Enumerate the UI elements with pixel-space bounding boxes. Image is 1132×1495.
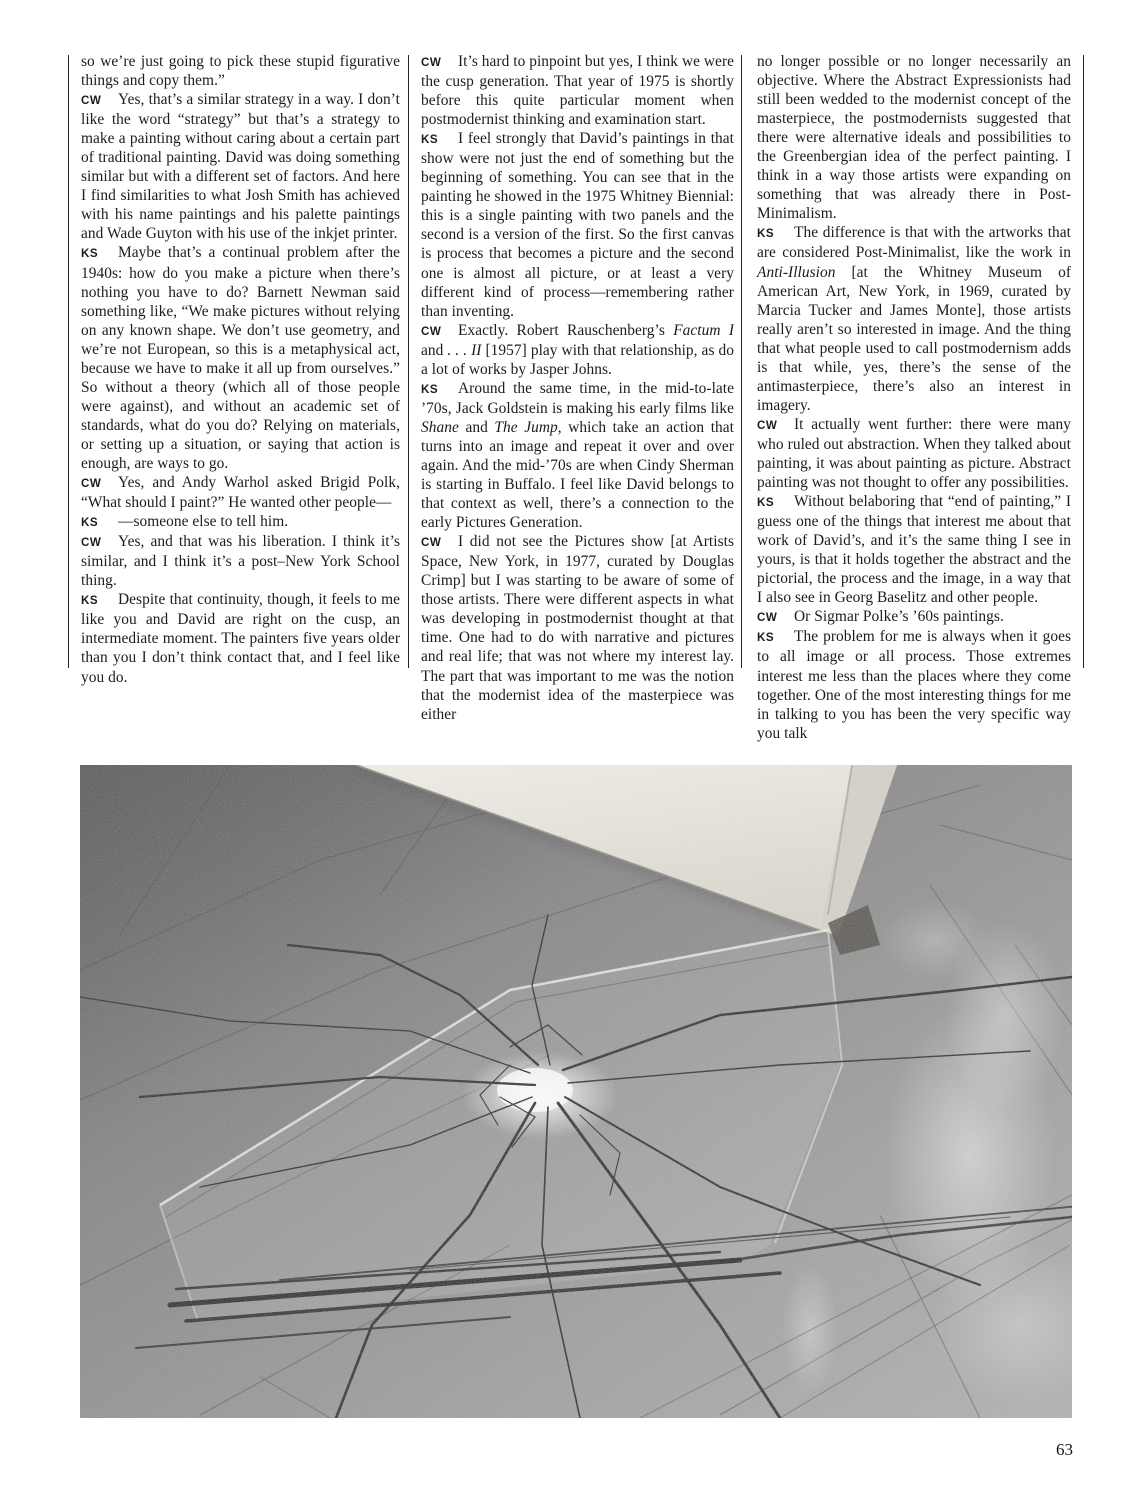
dialogue-paragraph: KS Without belaboring that “end of painting,” I guess one of the things that interest me about that work of David’s, and it’s the same thing I see in yours, is that it holds together the abstract and the pictorial, the process and the image, in a way that I also see in Georg Baselitz and other people. bbox=[757, 493, 1071, 607]
dialogue-paragraph: KS —someone else to tell him. bbox=[81, 512, 400, 532]
speaker-label: CW bbox=[757, 418, 778, 432]
dialogue-paragraph: KS The problem for me is always when it goes to all image or all process. Those extremes interest me less than the places where they come together. One of the most interesting things for me in talking to you has been the very specific way you talk bbox=[757, 628, 1071, 742]
speaker-label: KS bbox=[421, 382, 439, 396]
dialogue-paragraph: CW I did not see the Pictures show [at Artists Space, New York, in 1977, curated by Douglas Crimp] but I was starting to be aware of some of those artists. There were different aspects in what was developing in postmodernist thought at that time. One had to do with narrative and pictures and real life; that was not where my interest lay. The part that was important to me was the notion that the modernist idea of the masterpiece was either bbox=[421, 533, 734, 723]
text-column-1 bbox=[81, 52, 400, 687]
dialogue-paragraph: CW It actually went further: there were many who ruled out abstraction. When they talked about painting, it was about painting as picture. Abstract painting was not thought to offer any possibilities. bbox=[757, 415, 1071, 492]
dialogue-paragraph: KS Despite that continuity, though, it feels to me like you and David are right on the cusp, an intermediate moment. The painters five years older than you I don’t think contact that, and I feel like you do. bbox=[81, 591, 400, 686]
page-number: 63 bbox=[1056, 1440, 1073, 1459]
artwork-photo bbox=[80, 765, 1072, 1418]
dialogue-paragraph: CW Or Sigmar Polke’s ’60s paintings. bbox=[757, 607, 1071, 627]
speaker-label: CW bbox=[81, 477, 102, 491]
artwork-photo-graphic bbox=[80, 765, 1072, 1418]
speaker-label: KS bbox=[757, 496, 775, 510]
dialogue-paragraph: KS Maybe that’s a continual problem after the 1940s: how do you make a picture when there’s nothing you have to do? Barnett Newman said something like, “We make pictures without relying on any known shape. We don’t use geometry, and we’re not European, so this is a metaphysical act, because we have to make it all up from ourselves.” So without a theory (which all of those people were against), and without an academic set of standards, what do you do? Relying on materials, or setting up a situation, or saying that action is enough, are ways to go. bbox=[81, 244, 400, 472]
dialogue-paragraph: CW Yes, that’s a similar strategy in a way. I don’t like the word “strategy” but that’s a strategy to make a painting without caring about a certain part of traditional painting. David was doing something similar but with a different set of factors. And here I find similarities to what Josh Smith has achieved with his name paintings and his palette paintings and Wade Guyton with his use of the inkjet printer. bbox=[81, 91, 400, 243]
dialogue-paragraph: KS I feel strongly that David’s paintings in that show were not just the end of something but the beginning of something. You can see that in the painting he showed in the 1975 Whitney Biennial: this is a single painting with two panels and the second is a version of the first. So the first canvas is process that becomes a picture and the second one is almost all picture, or at least a very different kind of process—remembering rather than inventing. bbox=[421, 130, 734, 320]
speaker-label: KS bbox=[421, 133, 439, 147]
speaker-label: CW bbox=[421, 536, 442, 550]
speaker-label: KS bbox=[81, 247, 99, 261]
dialogue-paragraph: CW Exactly. Robert Rauschenberg’s Factum I and . . . II [1957] play with that relationship, as do a lot of works by Jasper Johns. bbox=[421, 321, 734, 378]
speaker-label: KS bbox=[757, 227, 775, 241]
dialogue-paragraph: no longer possible or no longer necessarily an objective. Where the Abstract Expressionists had still been wedded to the modernist concept of the masterpiece, the postmodernists suggested that there were alternative ideals and possibilities to the Greenbergian idea of the perfect painting. I think in a way those artists were expanding on something that was already there in Post-Minimalism. bbox=[757, 53, 1071, 223]
dialogue-paragraph: CW Yes, and Andy Warhol asked Brigid Polk, “What should I paint?” He wanted other people— bbox=[81, 474, 400, 512]
dialogue-paragraph: CW Yes, and that was his liberation. I think it’s similar, and I think it’s a post–New York School thing. bbox=[81, 533, 400, 590]
text-column-2 bbox=[421, 52, 734, 724]
speaker-label: CW bbox=[81, 536, 102, 550]
speaker-label: CW bbox=[421, 324, 442, 338]
speaker-label: CW bbox=[757, 611, 778, 625]
speaker-label: KS bbox=[81, 516, 99, 530]
speaker-label: CW bbox=[421, 56, 442, 69]
speaker-label: KS bbox=[81, 594, 99, 608]
dialogue-paragraph: KS Around the same time, in the mid-to-late ’70s, Jack Goldstein is making his early films like Shane and The Jump, which take an action that turns into an image and repeat it over and over again. And the mid-’70s are when Cindy Sherman is starting in Buffalo. I feel like David belongs to that context as well, there’s a connection to the early Pictures Generation. bbox=[421, 379, 734, 532]
text-column-3 bbox=[757, 52, 1071, 743]
dialogue-paragraph: so we’re just going to pick these stupid figurative things and copy them.” bbox=[81, 53, 400, 90]
dialogue-paragraph: KS The difference is that with the artworks that are considered Post-Minimalist, like the work in Anti-Illusion [at the Whitney Museum of American Art, New York, in 1969, curated by Marcia Tucker and James Monte], those artists really aren’t so interested in image. And the thing that what people used to call postmodernism adds is that while, yes, there’s the sense of the antimasterpiece, there’s also an interest in imagery. bbox=[757, 224, 1071, 414]
dialogue-paragraph: CW It’s hard to pinpoint but yes, I think we were the cusp generation. That year of 1975 is shortly before this quite particular moment when postmodernist thinking and examination start. bbox=[421, 53, 734, 129]
speaker-label: KS bbox=[757, 631, 775, 645]
speaker-label: CW bbox=[81, 94, 102, 108]
